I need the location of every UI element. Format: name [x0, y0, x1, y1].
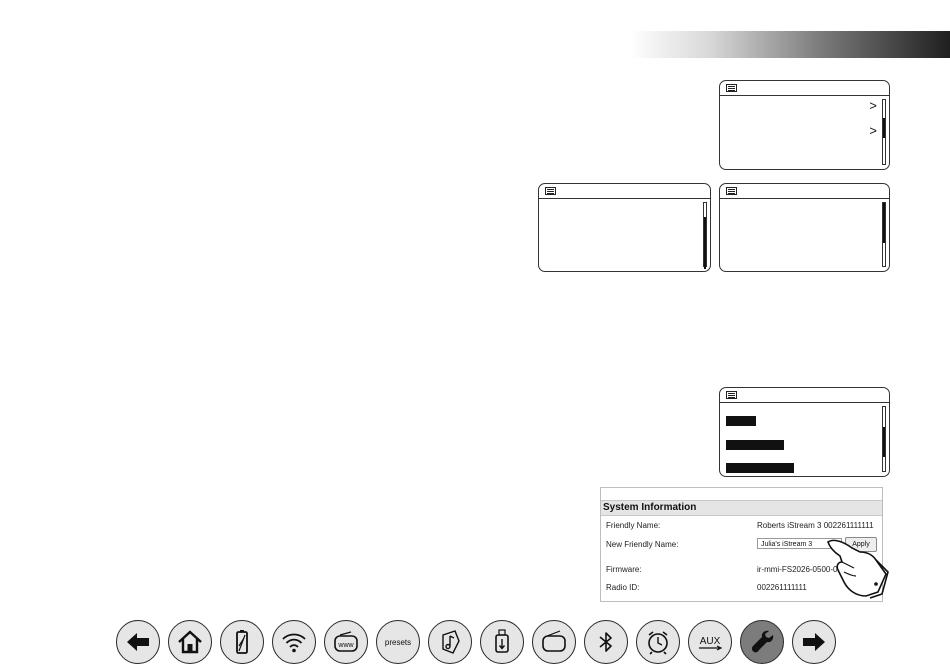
- lcd-highlight-bar: [726, 440, 784, 450]
- lcd-screen-list: [719, 387, 890, 477]
- lcd-scrollbar: [882, 202, 886, 267]
- chevron-right-icon: >: [869, 123, 877, 138]
- nav-alarm-button[interactable]: [636, 620, 680, 664]
- header-gradient-band: [630, 31, 950, 58]
- bottom-navigation: [116, 620, 836, 664]
- nav-back-button[interactable]: [116, 620, 160, 664]
- internet-radio-icon: [331, 627, 361, 657]
- nav-wifi-button[interactable]: [272, 620, 316, 664]
- nav-internet-radio-button[interactable]: [324, 620, 368, 664]
- nav-radio-button[interactable]: [532, 620, 576, 664]
- aux-text: AUX: [699, 636, 721, 647]
- nav-bluetooth-button[interactable]: [584, 620, 628, 664]
- menu-list-icon: [726, 391, 737, 399]
- arrow-left-icon: [123, 627, 153, 657]
- lcd-screen-menu: [719, 80, 890, 170]
- firmware-label: Firmware:: [606, 565, 642, 574]
- new-friendly-name-label: New Friendly Name:: [606, 540, 679, 549]
- lcd-scrollbar: [882, 99, 886, 165]
- lcd-scrollbar: [882, 406, 886, 472]
- pointing-hand-icon: [826, 530, 890, 600]
- menu-list-icon: [726, 84, 737, 92]
- nav-aux-button[interactable]: [688, 620, 732, 664]
- nav-home-button[interactable]: [168, 620, 212, 664]
- friendly-name-value: Roberts iStream 3 002261111111: [757, 521, 874, 530]
- radio-id-label: Radio ID:: [606, 583, 640, 592]
- usb-icon: [487, 627, 517, 657]
- nav-usb-button[interactable]: [480, 620, 524, 664]
- nav-forward-button[interactable]: [792, 620, 836, 664]
- radio-icon: [539, 627, 569, 657]
- apply-button[interactable]: Apply: [845, 537, 877, 552]
- firmware-value: ir-mmi-FS2026-0500-0: [757, 565, 838, 574]
- bluetooth-icon: [591, 627, 621, 657]
- www-text: www: [338, 642, 354, 649]
- nav-music-player-button[interactable]: [428, 620, 472, 664]
- battery-icon: [227, 627, 257, 657]
- wrench-icon: [747, 627, 777, 657]
- lcd-scrollbar: [703, 202, 707, 267]
- nav-battery-button[interactable]: [220, 620, 264, 664]
- home-icon: [175, 627, 205, 657]
- presets-label: presets: [384, 637, 412, 647]
- wifi-icon: [279, 627, 309, 657]
- menu-list-icon: [726, 187, 737, 195]
- menu-list-icon: [545, 187, 556, 195]
- system-info-title: System Information: [601, 500, 882, 516]
- lcd-highlight-bar: [726, 463, 794, 473]
- nav-settings-button[interactable]: [740, 620, 784, 664]
- lcd-screen-info: [719, 183, 890, 272]
- music-player-icon: [435, 627, 465, 657]
- chevron-right-icon: >: [869, 98, 877, 113]
- aux-icon: [695, 627, 725, 657]
- new-friendly-name-input[interactable]: Julia's iStream 3: [757, 538, 842, 549]
- arrow-right-icon: [799, 627, 829, 657]
- nav-presets-button[interactable]: [376, 620, 420, 664]
- friendly-name-label: Friendly Name:: [606, 521, 661, 530]
- lcd-highlight-bar: [726, 416, 756, 426]
- radio-id-value: 002261111111: [757, 583, 807, 592]
- lcd-screen-network: [538, 183, 711, 272]
- alarm-clock-icon: [643, 627, 673, 657]
